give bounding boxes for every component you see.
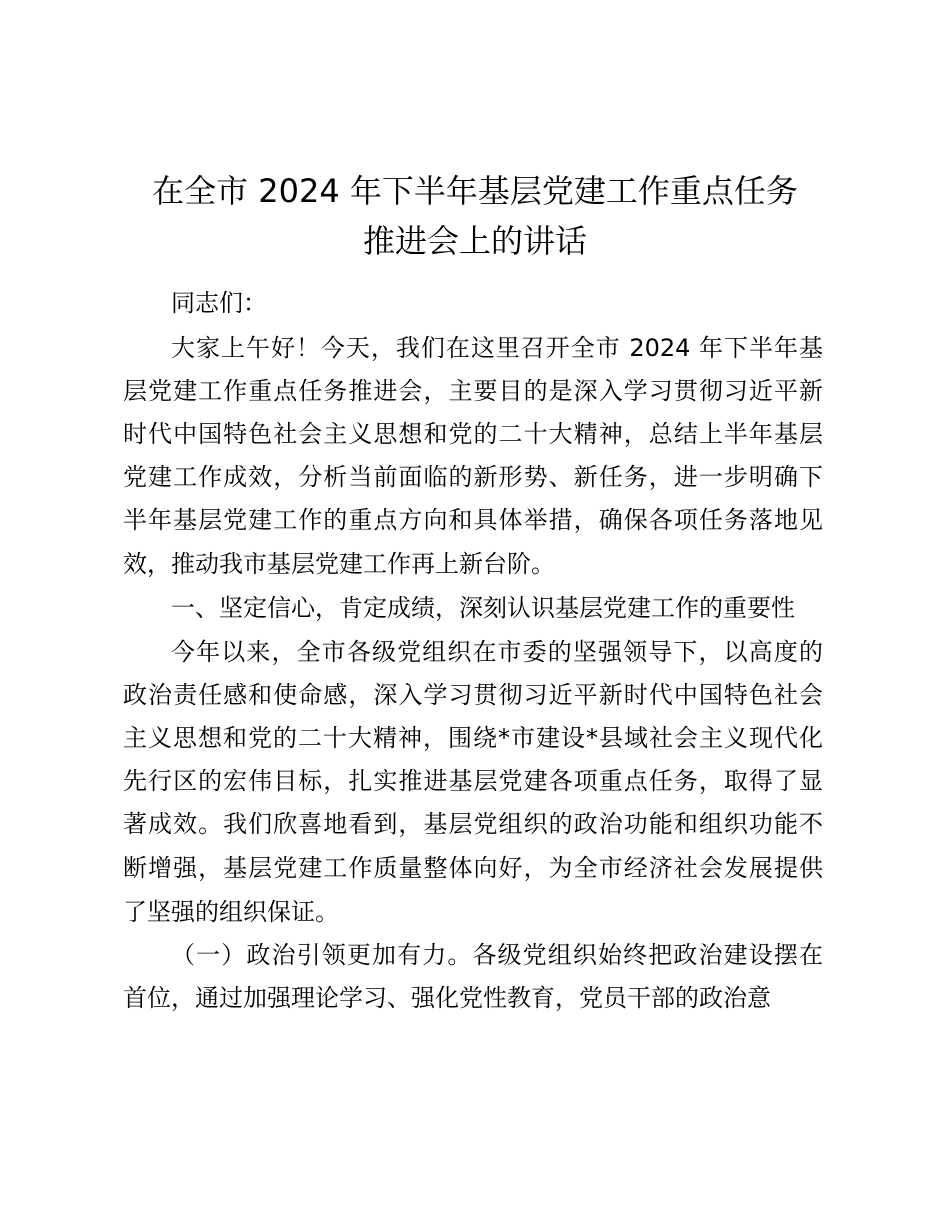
paragraph-line: 大家上午好！今天，我们在这里召开全市 2024 年下半年基 — [171, 334, 823, 362]
paragraph-line: 效，推动我市基层党建工作再上新台阶。 — [123, 550, 555, 578]
subsection-paragraph-line: （一）政治引领更加有力。各级党组织始终把政治建设摆在 — [171, 941, 823, 969]
section-heading: 一、坚定信心，肯定成绩，深刻认识基层党建工作的重要性 — [171, 594, 795, 622]
paragraph-line: 时代中国特色社会主义思想和党的二十大精神，总结上半年基层 — [123, 420, 823, 448]
paragraph-line: 了坚强的组织保证。 — [123, 898, 339, 926]
paragraph-line: 今年以来，全市各级党组织在市委的坚强领导下，以高度的 — [171, 638, 823, 666]
paragraph-line: 著成效。我们欣喜地看到，基层党组织的政治功能和组织功能不 — [123, 810, 823, 838]
paragraph-line: 断增强，基层党建工作质量整体向好，为全市经济社会发展提供 — [123, 854, 823, 882]
paragraph-line: 政治责任感和使命感，深入学习贯彻习近平新时代中国特色社会 — [123, 681, 823, 709]
document-title-line-2: 推进会上的讲话 — [362, 222, 587, 260]
paragraph-line: 首位，通过加强理论学习、强化党性教育，党员干部的政治意 — [123, 984, 771, 1012]
paragraph-line: 先行区的宏伟目标，扎实推进基层党建各项重点任务，取得了显 — [123, 767, 823, 795]
paragraph-line: 层党建工作重点任务推进会，主要目的是深入学习贯彻习近平新 — [123, 377, 823, 405]
paragraph-line: 党建工作成效，分析当前面临的新形势、新任务，进一步明确下 — [123, 463, 823, 491]
paragraph-line: 半年基层党建工作的重点方向和具体举措，确保各项任务落地见 — [123, 506, 823, 534]
paragraph-line: 主义思想和党的二十大精神，围绕*市建设*县域社会主义现代化 — [123, 724, 823, 752]
document-title-line-1: 在全市 2024 年下半年基层党建工作重点任务 — [152, 172, 798, 210]
salutation: 同志们： — [171, 289, 267, 317]
